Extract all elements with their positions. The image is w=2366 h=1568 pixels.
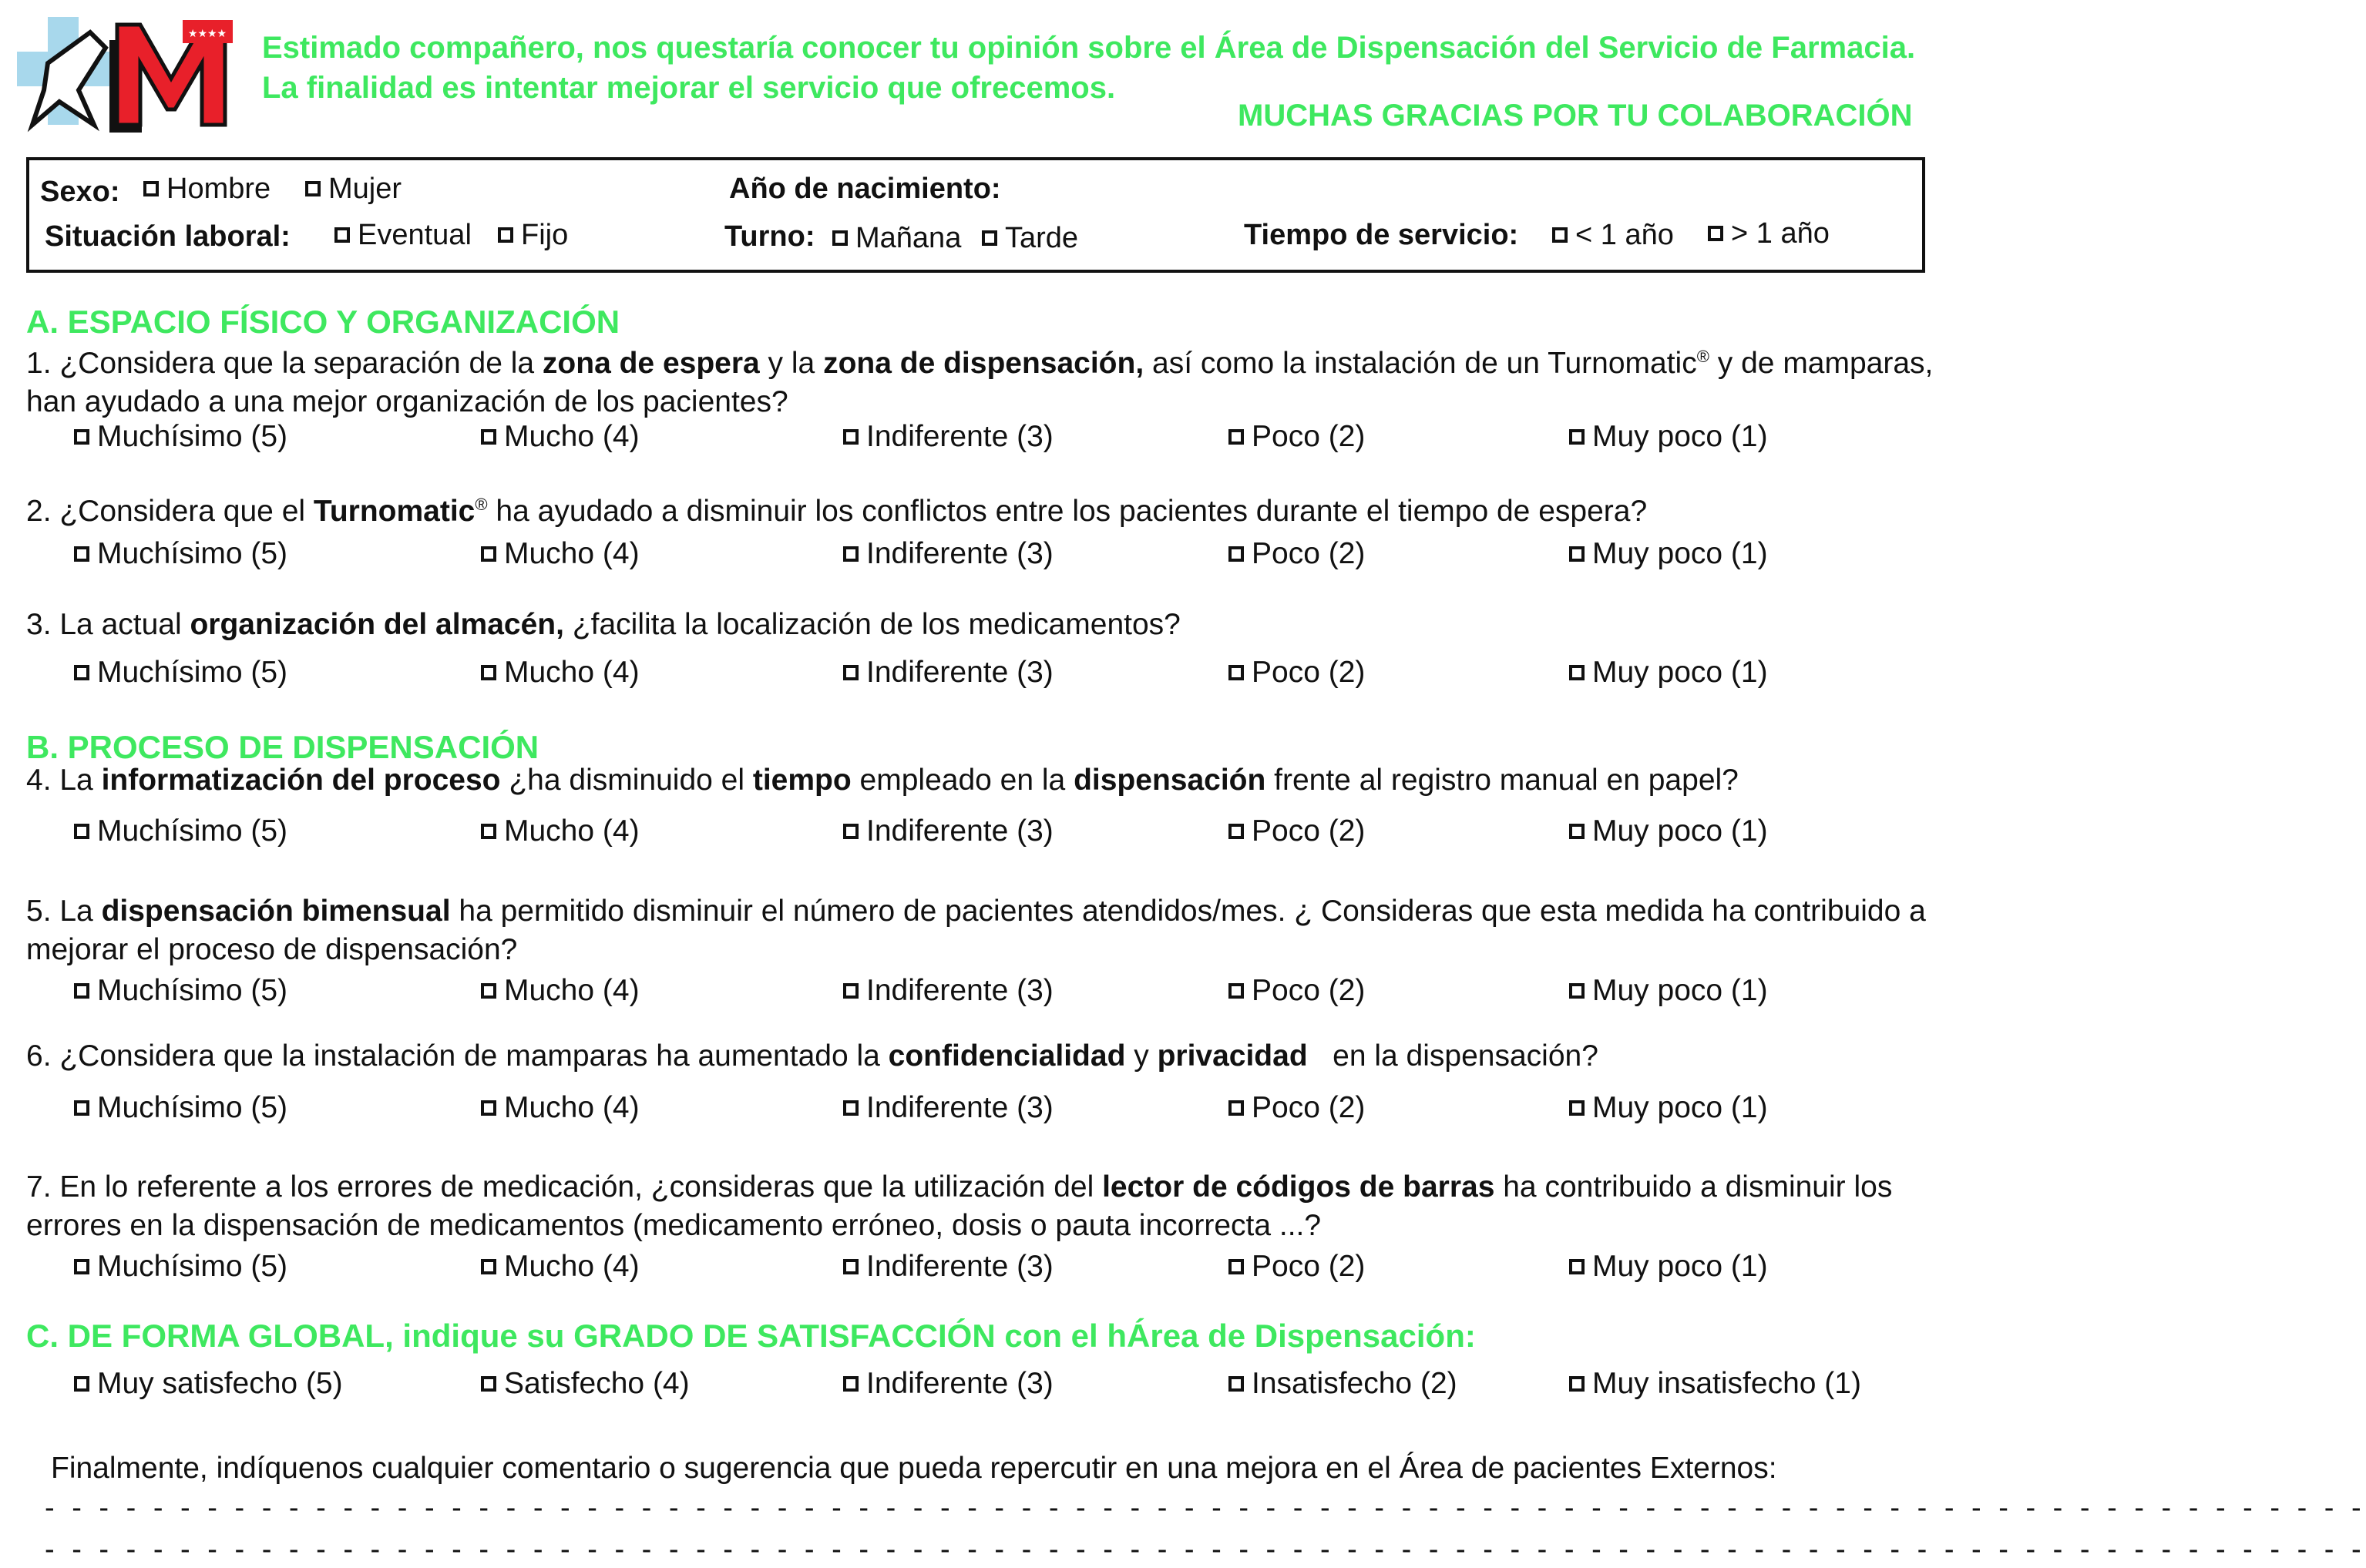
q7-option-label: Indiferente (3) (866, 1250, 1054, 1283)
q2-checkbox-1[interactable] (74, 546, 89, 562)
question-2: 2. ¿Considera que el Turnomatic® ha ayudado a disminuir los conflictos entre los pacientes durante el tiempo de espera? (26, 495, 1648, 528)
sexo-hombre-checkbox[interactable] (143, 181, 159, 196)
q3-option-4[interactable] (1228, 656, 1365, 690)
sat-option-label: Indiferente (3) (866, 1367, 1054, 1400)
sat-checkbox-2[interactable] (481, 1376, 496, 1392)
q6-option-label: Indiferente (3) (866, 1091, 1054, 1124)
q4-option-4[interactable] (1228, 814, 1365, 848)
q5-option-label: Indiferente (3) (866, 974, 1054, 1007)
q7-checkbox-2[interactable] (481, 1259, 496, 1274)
comments-prompt: Finalmente, indíquenos cualquier comentario o sugerencia que pueda repercutir en una mejora en el Área de pacientes Externos: (51, 1452, 1777, 1485)
intro-line-2: La finalidad es intentar mejorar el servicio que ofrecemos. (262, 71, 1116, 105)
q2-option-1[interactable] (74, 537, 287, 571)
sat-option-label: Insatisfecho (2) (1252, 1367, 1457, 1400)
sat-checkbox-4[interactable] (1228, 1376, 1244, 1392)
question-4: 4. La informatización del proceso ¿ha disminuido el tiempo empleado en la dispensación frente al registro manual en papel? (26, 764, 1739, 797)
q7-option-4[interactable] (1228, 1250, 1365, 1284)
question-6: 6. ¿Considera que la instalación de mamparas ha aumentado la confidencialidad y privacidad en la dispensación? (26, 1039, 1598, 1073)
q4-option-label: Mucho (4) (504, 814, 640, 848)
q7-option-label: Poco (2) (1252, 1250, 1366, 1283)
q1-option-label: Indiferente (3) (866, 420, 1054, 453)
q6-option-label: Mucho (4) (504, 1091, 640, 1124)
q4-option-label: Indiferente (3) (866, 814, 1054, 848)
q2-option-2[interactable] (481, 537, 640, 571)
sat-option-label: Satisfecho (4) (504, 1367, 690, 1400)
q2-option-label: Indiferente (3) (866, 537, 1054, 570)
q3-checkbox-2[interactable] (481, 665, 496, 680)
sat-checkbox-3[interactable] (843, 1376, 859, 1392)
intro-line-1: Estimado compañero, nos questaría conocer tu opinión sobre el Área de Dispensación del Servicio de Farmacia. (262, 31, 1916, 65)
eventual-checkbox[interactable] (334, 227, 350, 243)
sexo-mujer-checkbox[interactable] (305, 181, 321, 196)
q5-option-5[interactable] (1569, 974, 1768, 1008)
comment-line-1[interactable]: - - - - - - - - - - - - - - - - - - - - - - - - - - - - - - - - - - - - - - - - - - - - - - - - - - - - - - - - - - - - - - - - - - - - - - - - - - - - - - - - - - - - - - (45, 1492, 2366, 1524)
q6-option-label: Muchísimo (5) (97, 1091, 288, 1124)
q1-option-label: Muchísimo (5) (97, 420, 288, 453)
question-3: 3. La actual organización del almacén, ¿facilita la localización de los medicamentos? (26, 608, 1181, 641)
q7-option-label: Mucho (4) (504, 1250, 640, 1283)
comunidad-madrid-logo (17, 17, 237, 133)
turno-manana-checkbox[interactable] (832, 230, 848, 246)
q3-checkbox-4[interactable] (1228, 665, 1244, 680)
q7-checkbox-1[interactable] (74, 1259, 89, 1274)
section-b-title: B. PROCESO DE DISPENSACIÓN (26, 729, 539, 765)
q2-checkbox-5[interactable] (1569, 546, 1585, 562)
q1-checkbox-5[interactable] (1569, 429, 1585, 445)
sexo-mujer-option[interactable]: Mujer (305, 173, 402, 206)
q3-option-label: Muchísimo (5) (97, 656, 288, 689)
q6-option-4[interactable] (1228, 1091, 1365, 1125)
q2-checkbox-3[interactable] (843, 546, 859, 562)
q1-option-label: Muy poco (1) (1592, 420, 1768, 453)
q5-option-label: Muchísimo (5) (97, 974, 288, 1007)
q7-option-label: Muchísimo (5) (97, 1250, 288, 1283)
q6-option-label: Poco (2) (1252, 1091, 1366, 1124)
q1-checkbox-3[interactable] (843, 429, 859, 445)
q4-checkbox-4[interactable] (1228, 824, 1244, 839)
q5-checkbox-3[interactable] (843, 983, 859, 999)
q2-option-3[interactable] (843, 537, 1054, 571)
q2-option-label: Poco (2) (1252, 537, 1366, 570)
sat-option-5[interactable] (1569, 1367, 1861, 1401)
q6-checkbox-3[interactable] (843, 1100, 859, 1116)
q4-checkbox-2[interactable] (481, 824, 496, 839)
sat-checkbox-1[interactable] (74, 1376, 89, 1392)
q4-option-label: Muy poco (1) (1592, 814, 1768, 848)
tiempo-mas-1-option[interactable]: > 1 año (1708, 217, 1830, 250)
tiempo-servicio-label: Tiempo de servicio: (1244, 219, 1519, 251)
section-a-title: A. ESPACIO FÍSICO Y ORGANIZACIÓN (26, 304, 620, 340)
q7-option-1[interactable] (74, 1250, 287, 1284)
q3-option-2[interactable] (481, 656, 640, 690)
q5-option-2[interactable] (481, 974, 640, 1008)
q4-option-label: Muchísimo (5) (97, 814, 288, 848)
q2-option-label: Muchísimo (5) (97, 537, 288, 570)
tiempo-menos-1-checkbox[interactable] (1552, 227, 1568, 243)
sat-option-label: Muy satisfecho (5) (97, 1367, 343, 1400)
sat-option-4[interactable] (1228, 1367, 1457, 1401)
q3-checkbox-5[interactable] (1569, 665, 1585, 680)
turno-label: Turno: (724, 220, 815, 253)
q1-option-5[interactable] (1569, 420, 1768, 454)
q5-option-4[interactable] (1228, 974, 1365, 1008)
q3-option-label: Poco (2) (1252, 656, 1366, 689)
q5-checkbox-4[interactable] (1228, 983, 1244, 999)
q6-option-2[interactable] (481, 1091, 640, 1125)
q1-option-1[interactable] (74, 420, 287, 454)
q7-checkbox-3[interactable] (843, 1259, 859, 1274)
turno-tarde-checkbox[interactable] (982, 230, 997, 246)
q1-option-label: Mucho (4) (504, 420, 640, 453)
thanks-text: MUCHAS GRACIAS POR TU COLABORACIÓN (1238, 99, 1913, 133)
question-1: 1. ¿Considera que la separación de la zona de espera y la zona de dispensación, así como la instalación de un Turnomatic® y de mamparas, han ayudado a una mejor organización de los pacientes? (26, 347, 1934, 418)
q4-option-label: Poco (2) (1252, 814, 1366, 848)
q4-checkbox-5[interactable] (1569, 824, 1585, 839)
sexo-hombre-option[interactable]: Hombre (143, 173, 271, 206)
q1-option-label: Poco (2) (1252, 420, 1366, 453)
question-5: 5. La dispensación bimensual ha permitido disminuir el número de pacientes atendidos/mes. ¿ Consideras que esta medida ha contribuido a mejorar el proceso de dispensación? (26, 895, 1926, 966)
q1-option-3[interactable] (843, 420, 1054, 454)
turno-manana-option[interactable]: Mañana (832, 222, 961, 255)
q5-option-label: Mucho (4) (504, 974, 640, 1007)
q2-checkbox-4[interactable] (1228, 546, 1244, 562)
turno-tarde-option[interactable]: Tarde (982, 222, 1078, 255)
sat-option-1[interactable] (74, 1367, 343, 1401)
q3-checkbox-3[interactable] (843, 665, 859, 680)
q6-checkbox-1[interactable] (74, 1100, 89, 1116)
sat-option-2[interactable] (481, 1367, 690, 1401)
tiempo-mas-1-checkbox[interactable] (1708, 226, 1723, 241)
q6-option-5[interactable] (1569, 1091, 1768, 1125)
q2-checkbox-2[interactable] (481, 546, 496, 562)
q1-option-2[interactable] (481, 420, 640, 454)
q5-option-label: Muy poco (1) (1592, 974, 1768, 1007)
q3-option-label: Muy poco (1) (1592, 656, 1768, 689)
ano-nacimiento-label: Año de nacimiento: (729, 173, 1001, 205)
situacion-laboral-label: Situación laboral: (45, 220, 291, 253)
logo-stars: ★★★★ (187, 28, 227, 40)
q1-checkbox-2[interactable] (481, 429, 496, 445)
q7-option-2[interactable] (481, 1250, 640, 1284)
situacion-eventual-option[interactable]: Eventual (334, 219, 472, 252)
q4-option-5[interactable] (1569, 814, 1768, 848)
q4-option-3[interactable] (843, 814, 1054, 848)
q2-option-label: Mucho (4) (504, 537, 640, 570)
q7-checkbox-5[interactable] (1569, 1259, 1585, 1274)
q7-option-label: Muy poco (1) (1592, 1250, 1768, 1283)
sat-option-3[interactable] (843, 1367, 1054, 1401)
fijo-checkbox[interactable] (498, 227, 513, 243)
q2-option-5[interactable] (1569, 537, 1768, 571)
q3-option-label: Indiferente (3) (866, 656, 1054, 689)
q7-checkbox-4[interactable] (1228, 1259, 1244, 1274)
q4-option-1[interactable] (74, 814, 287, 848)
q6-checkbox-4[interactable] (1228, 1100, 1244, 1116)
q7-option-3[interactable] (843, 1250, 1054, 1284)
q6-option-3[interactable] (843, 1091, 1054, 1125)
q6-option-label: Muy poco (1) (1592, 1091, 1768, 1124)
q2-option-label: Muy poco (1) (1592, 537, 1768, 570)
q4-option-2[interactable] (481, 814, 640, 848)
q5-option-1[interactable] (74, 974, 287, 1008)
q1-option-4[interactable] (1228, 420, 1365, 454)
intro-text (262, 28, 1915, 108)
q6-checkbox-5[interactable] (1569, 1100, 1585, 1116)
q3-checkbox-1[interactable] (74, 665, 89, 680)
q4-checkbox-3[interactable] (843, 824, 859, 839)
q5-option-3[interactable] (843, 974, 1054, 1008)
q3-option-3[interactable] (843, 656, 1054, 690)
q5-checkbox-2[interactable] (481, 983, 496, 999)
tiempo-menos-1-option[interactable]: < 1 año (1552, 219, 1674, 252)
sexo-label: Sexo: (40, 176, 120, 208)
q3-option-1[interactable] (74, 656, 287, 690)
q6-option-1[interactable] (74, 1091, 287, 1125)
logo-graphic (17, 17, 237, 133)
q1-checkbox-4[interactable] (1228, 429, 1244, 445)
q1-checkbox-1[interactable] (74, 429, 89, 445)
sat-option-label: Muy insatisfecho (1) (1592, 1367, 1861, 1400)
sat-checkbox-5[interactable] (1569, 1376, 1585, 1392)
q6-checkbox-2[interactable] (481, 1100, 496, 1116)
section-c-title: C. DE FORMA GLOBAL, indique su GRADO DE SATISFACCIÓN con el hÁrea de Dispensación: (26, 1318, 1476, 1354)
q2-option-4[interactable] (1228, 537, 1365, 571)
q5-option-label: Poco (2) (1252, 974, 1366, 1007)
situacion-fijo-option[interactable]: Fijo (498, 219, 568, 252)
q3-option-5[interactable] (1569, 656, 1768, 690)
q3-option-label: Mucho (4) (504, 656, 640, 689)
q4-checkbox-1[interactable] (74, 824, 89, 839)
q5-checkbox-1[interactable] (74, 983, 89, 999)
q7-option-5[interactable] (1569, 1250, 1768, 1284)
comment-line-2[interactable]: - - - - - - - - - - - - - - - - - - - - - - - - - - - - - - - - - - - - - - - - - - - - - - - - - - - - - - - - - - - - - - - - - - - - - - - - - - - - - - - - - - - - - - (45, 1533, 2366, 1566)
q5-checkbox-5[interactable] (1569, 983, 1585, 999)
question-7: 7. En lo referente a los errores de medicación, ¿consideras que la utilización del lector de códigos de barras ha contribuido a disminuir los errores en la dispensación de medicamentos (medicamento erróneo, dosis o pauta incorrecta ...? (26, 1170, 1893, 1242)
